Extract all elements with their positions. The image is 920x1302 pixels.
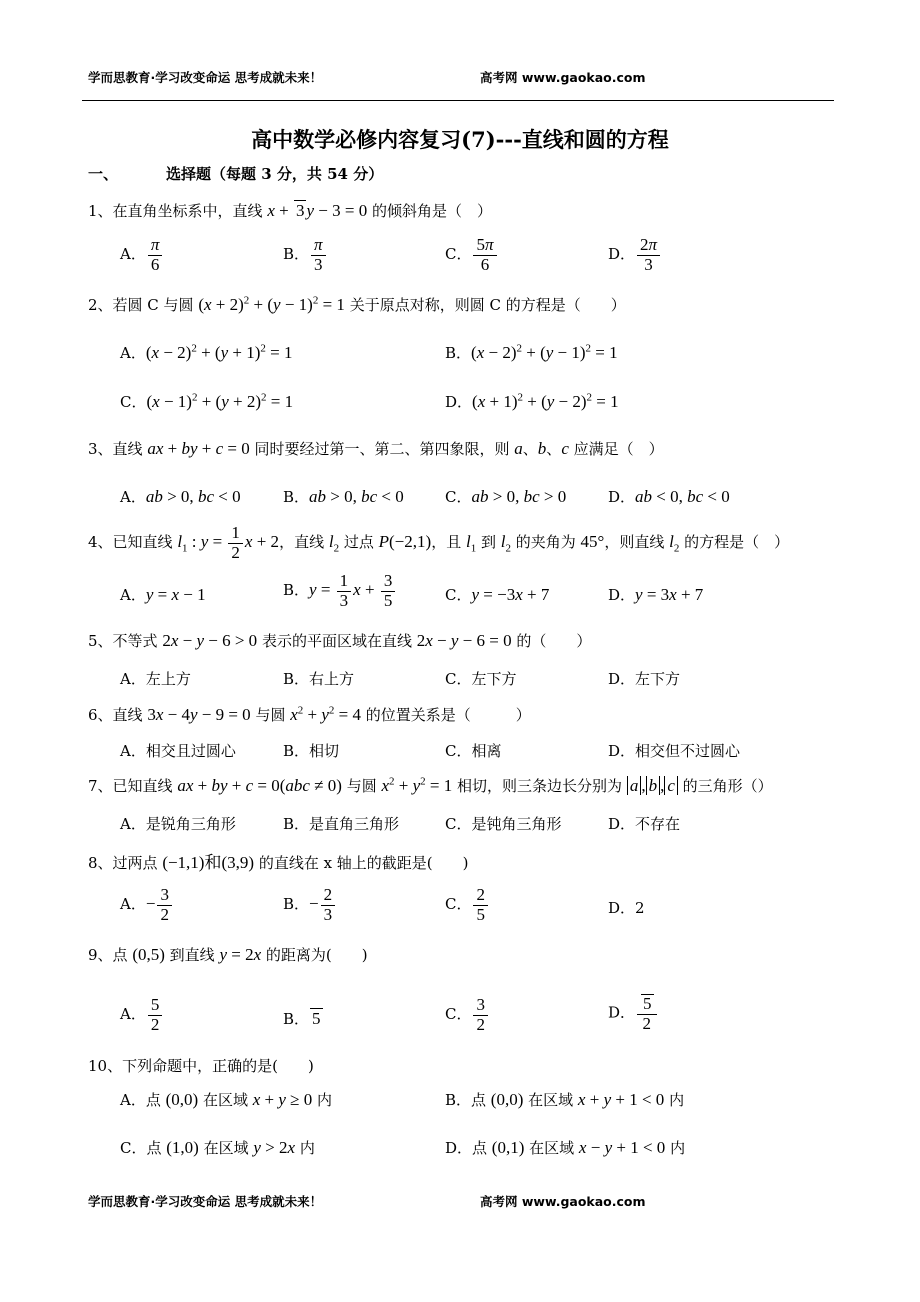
question-4-option-a[interactable]: A．y = x − 1 [120,585,206,604]
question-3-option-b[interactable]: B．ab > 0, bc < 0 [283,487,404,506]
section-heading [88,163,383,184]
question-9-option-c[interactable]: C． $\frac{3}{2}$ [445,996,490,1034]
question-9-option-a[interactable]: A． $\frac{5}{2}$ [120,996,164,1034]
header-right-text: 高考网 www.gaokao.com [480,70,646,85]
section-label: 选择题（每题 3 分，共 54 分） [166,165,384,183]
question-1-option-c[interactable]: C． $\frac{5\pi}{6}$ [445,236,499,274]
question-2-option-d[interactable]: D．$(x + 1)^2 + (y - 2)^2 = 1$ [445,391,619,411]
question-7-option-c[interactable]: C．是钝角三角形 [445,815,562,833]
question-2: 2、若圆 C 与圆 $(x + 2)^2 + (y - 1)^2 = 1$ 关于原点对称，则圆 C 的方程是（ ） [88,294,626,314]
question-1: 1、在直角坐标系中，直线 x + 3 y − 3 = 0 的倾斜角是（ ） [88,201,492,220]
question-3-option-a[interactable]: A．ab > 0, bc < 0 [120,487,241,506]
header-left-text: 学而思教育·学习改变命运 思考成就未来！ [88,70,323,85]
question-3: 3、直线 ax + by + c = 0 同时要经过第一、第二、第四象限，则 a、b、c 应满足（ ） [88,439,664,458]
question-4-option-d[interactable]: D．y = 3x + 7 [608,585,704,604]
question-6-option-a[interactable]: A．相交且过圆心 [120,742,236,760]
question-9: 9、点 (0,5) 到直线 y = 2x 的距离为( ) [88,945,368,964]
question-4-option-b[interactable]: B．y = $\frac{1}{3}$ x + $\frac{3}{5}$ [283,572,397,610]
question-5: 5、不等式 2x − y − 6 > 0 表示的平面区域在直线 2x − y − 6 = 0 的（ ） [88,631,592,650]
footer-right-text: 高考网 www.gaokao.com [480,1194,646,1209]
question-1-option-b[interactable]: B． $\frac{\pi}{3}$ [283,236,328,274]
question-2-option-c[interactable]: C．$(x - 1)^2 + (y + 2)^2 = 1$ [120,391,294,411]
header-divider [82,100,834,101]
section-number: 一、 [88,165,119,183]
question-10: 10、下列命题中，正确的是( ) [88,1057,314,1075]
question-2-option-a[interactable]: A．$(x - 2)^2 + (y + 1)^2 = 1$ [120,342,293,362]
question-4-option-c[interactable]: C．y = −3x + 7 [445,585,550,604]
question-4: 4、已知直线 $l_1$ : y = $\frac{1}{2}$ x + 2，直线 $l_2$ 过点 P(−2,1)，且 $l_1$ 到 $l_2$ 的夹角为 45°，则直线 $l_2$ 的方程是（ ） [88,523,790,562]
question-5-option-b[interactable]: B．右上方 [283,670,355,688]
question-7-option-d[interactable]: D．不存在 [608,815,681,833]
question-8: 8、过两点 (−1,1)和(3,9) 的直线在 x 轴上的截距是( ) [88,853,469,872]
question-7: 7、已知直线 ax + by + c = 0(abc ≠ 0) 与圆 $x^2 + y^2 = 1$ 相切，则三条边长分别为 a , b , c 的三角形（） [88,775,773,795]
question-7-option-b[interactable]: B．是直角三角形 [283,815,400,833]
question-3-option-d[interactable]: D．ab < 0, bc < 0 [608,487,730,506]
question-1-option-d[interactable]: D． $\frac{2\pi}{3}$ [608,236,662,274]
question-3-option-c[interactable]: C．ab > 0, bc > 0 [445,487,567,506]
question-9-option-b[interactable]: B． 5 [283,1009,321,1028]
question-10-option-a[interactable]: A．点 (0,0) 在区域 x + y ≥ 0 内 [120,1090,333,1109]
page-title: 高中数学必修内容复习(7)---直线和圆的方程 [251,127,669,152]
question-5-option-c[interactable]: C．左下方 [445,670,517,688]
question-1-option-a[interactable]: A． $\frac{\pi}{6}$ [120,236,164,274]
question-10-option-b[interactable]: B．点 (0,0) 在区域 x + y + 1 < 0 内 [445,1090,685,1109]
question-2-option-b[interactable]: B．$(x - 2)^2 + (y - 1)^2 = 1$ [445,342,618,362]
question-5-option-d[interactable]: D．左下方 [608,670,681,688]
question-8-option-c[interactable]: C． $\frac{2}{5}$ [445,886,490,924]
question-8-option-b[interactable]: B．− $\frac{2}{3}$ [283,886,337,924]
question-6: 6、直线 3x − 4y − 9 = 0 与圆 $x^2 + y^2 = 4$ 的位置关系是（ ） [88,704,531,724]
question-8-option-d[interactable]: D．2 [608,899,645,917]
question-10-option-d[interactable]: D．点 (0,1) 在区域 x − y + 1 < 0 内 [445,1138,686,1157]
question-8-option-a[interactable]: A．− $\frac{3}{2}$ [120,886,174,924]
question-5-option-a[interactable]: A．左上方 [120,670,191,688]
question-6-option-c[interactable]: C．相离 [445,742,502,760]
question-9-option-d[interactable]: D． $\frac{5}{2}$ [608,994,659,1033]
question-6-option-b[interactable]: B．相切 [283,742,340,760]
question-7-option-a[interactable]: A．是锐角三角形 [120,815,236,833]
question-10-option-c[interactable]: C．点 (1,0) 在区域 y > 2x 内 [120,1138,315,1157]
footer-left-text: 学而思教育·学习改变命运 思考成就未来！ [88,1194,323,1209]
question-6-option-d[interactable]: D．相交但不过圆心 [608,742,741,760]
